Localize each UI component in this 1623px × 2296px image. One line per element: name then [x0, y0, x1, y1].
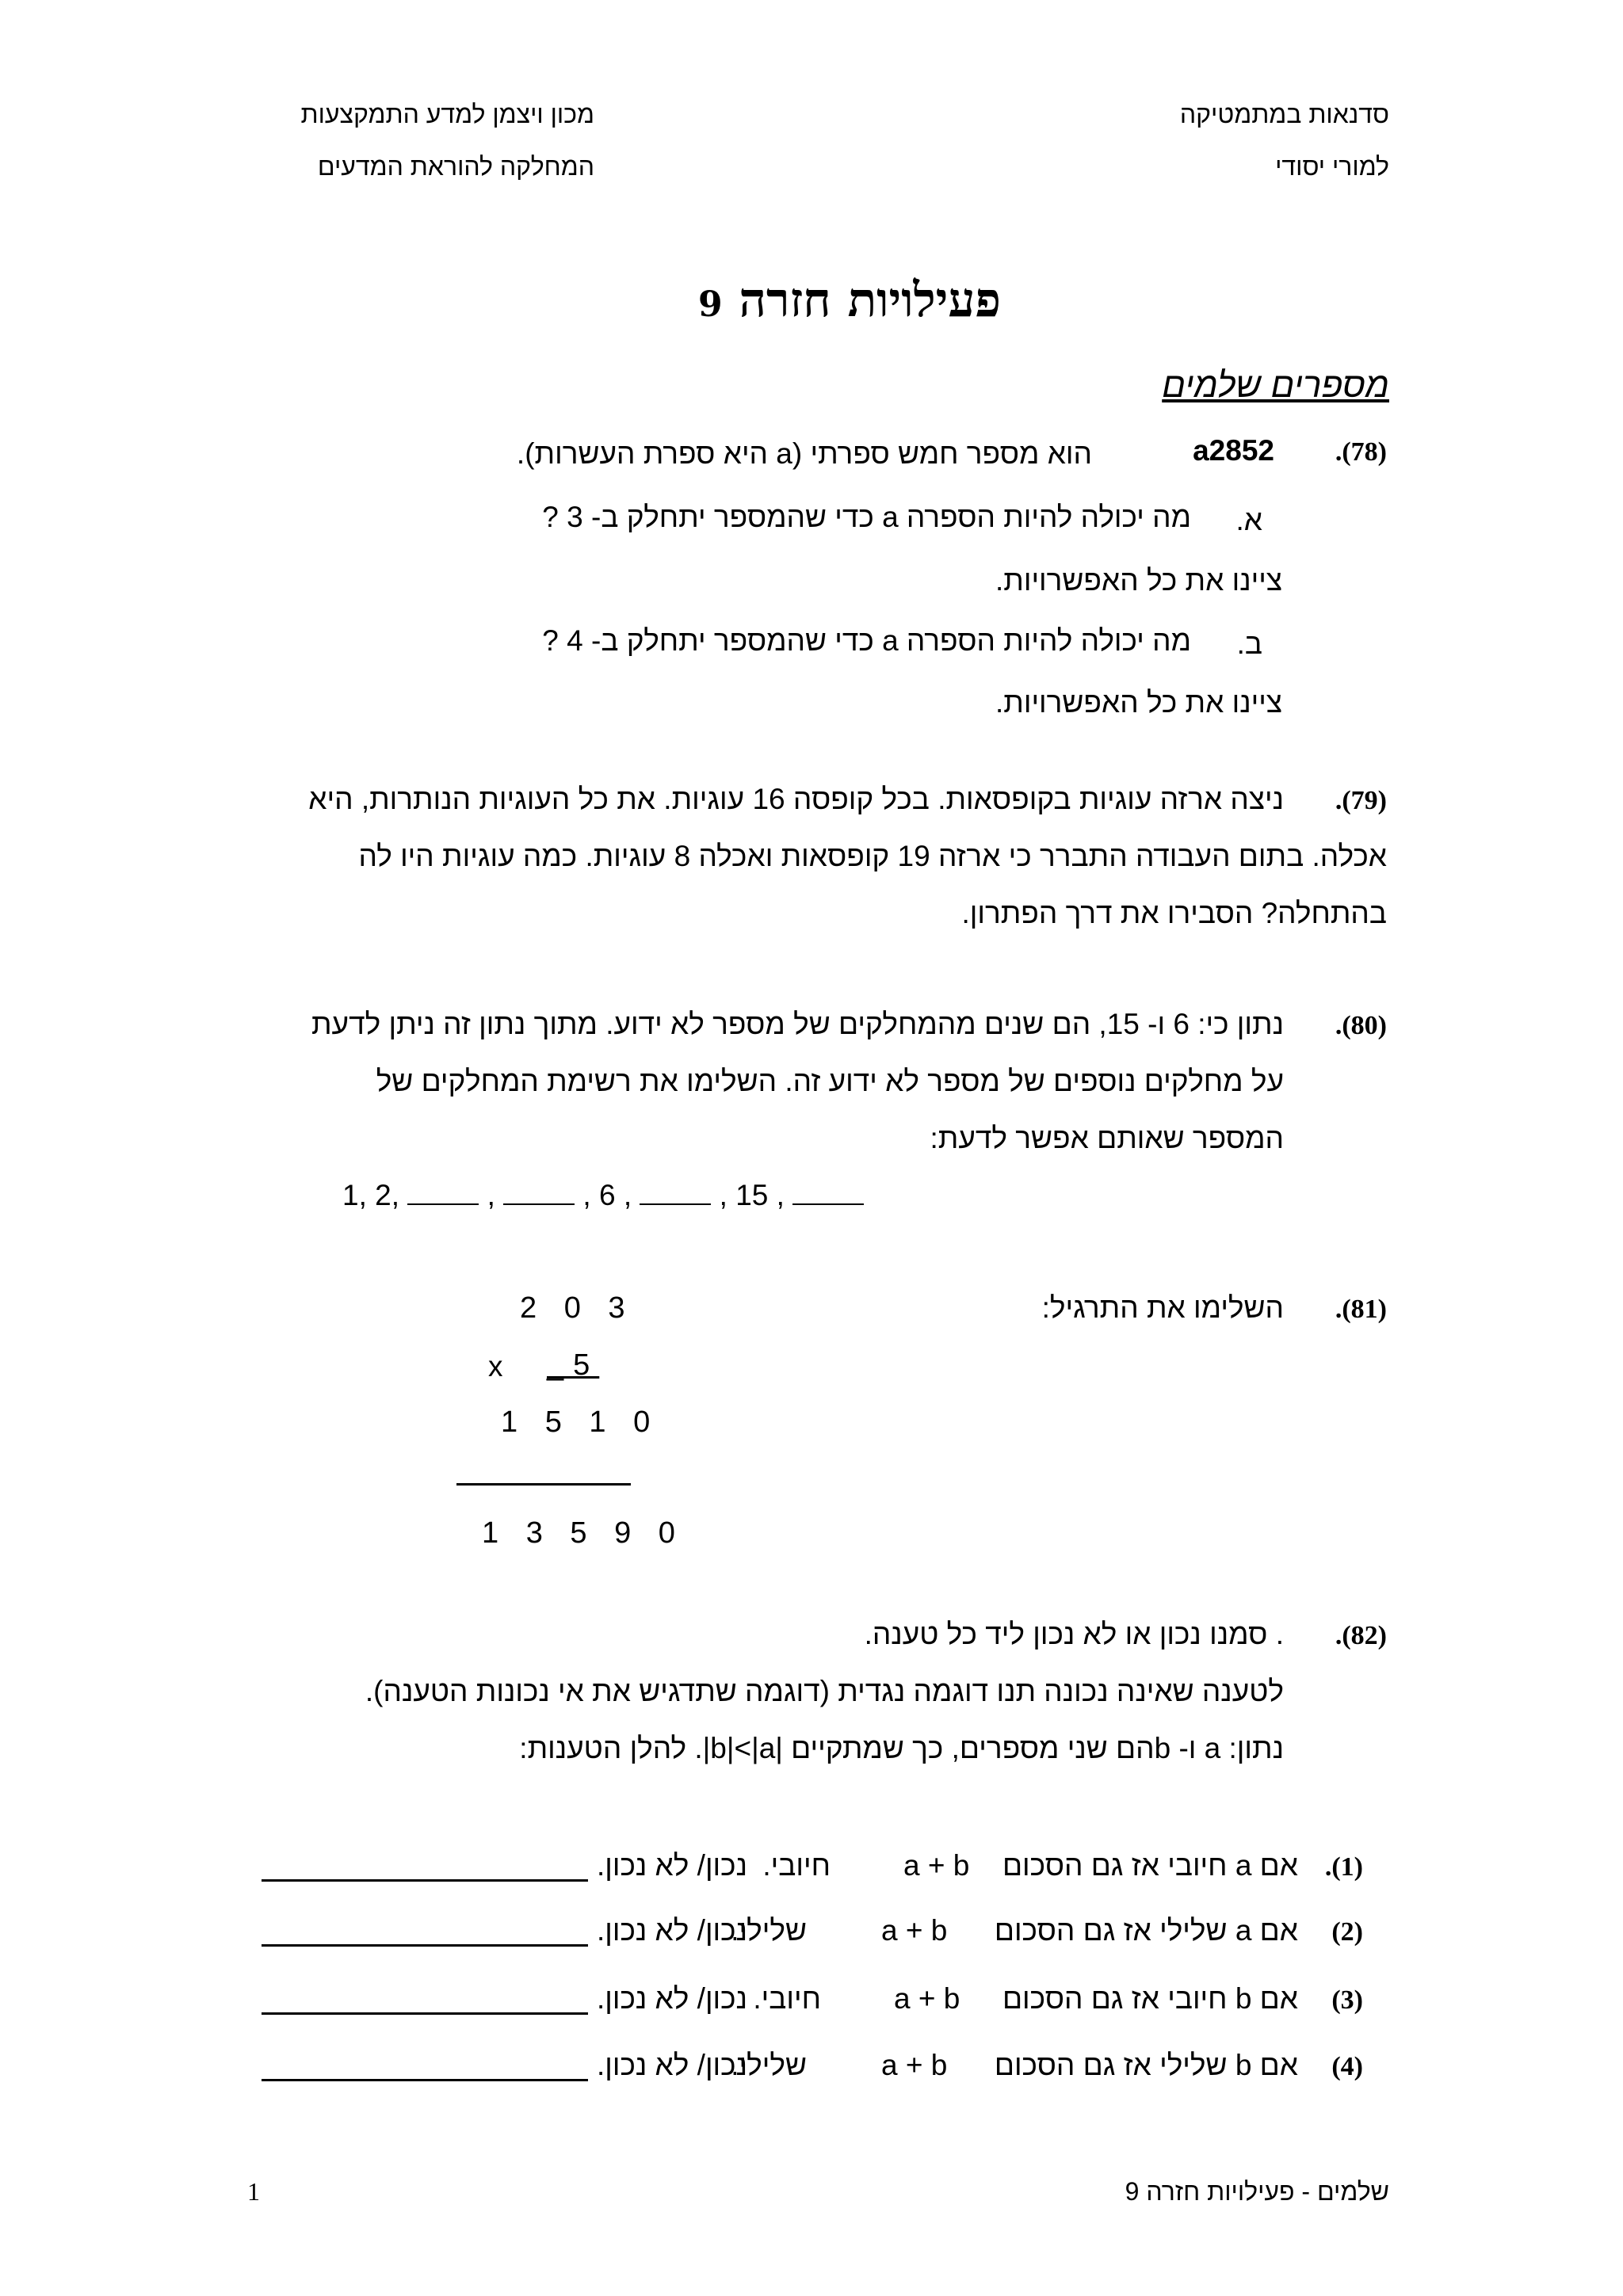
q79-number: (79). — [1335, 786, 1387, 815]
claim-1-choice[interactable]: נכון/ לא נכון. — [596, 1849, 747, 1882]
page-number: 1 — [247, 2177, 260, 2206]
q80-blank-3[interactable] — [640, 1180, 711, 1205]
q78-a-note: ציינו את כל האפשרויות. — [995, 564, 1282, 597]
claim-4-label: (4) — [1331, 2052, 1363, 2081]
q80-line1: נתון כי: 6 ו- 15, הם שנים מהמחלקים של מספר לא ידוע. מתוך נתון זה ניתן לדעת — [311, 1008, 1284, 1040]
q80-seq-start: 1, 2, — [342, 1179, 399, 1211]
q82-line3: נתון: a ו- bהם שני מספרים, כך שמתקיים |b|<|a|. להלן הטענות: — [519, 1732, 1284, 1764]
claim-2-expr: a + b — [881, 1914, 948, 1947]
q80-blank-2[interactable] — [503, 1180, 575, 1205]
claim-4-pre: אם b שלילי אז גם הסכום — [994, 2049, 1298, 2081]
q81-row1: 2 0 3 — [520, 1291, 635, 1325]
claim-4-expr: a + b — [881, 2049, 948, 2081]
q81-sum-line — [456, 1483, 631, 1486]
q80-blank-1[interactable] — [407, 1180, 479, 1205]
q81-text: השלימו את התרגיל: — [1041, 1291, 1284, 1324]
q81-row4: 1 3 5 9 0 — [482, 1516, 685, 1550]
q78-number: (78). — [1335, 437, 1387, 467]
q81-row3: 1 5 1 0 — [501, 1405, 660, 1439]
header-right-line1: סדנאות במתמטיקה — [1179, 100, 1389, 128]
q82-number: (82). — [1335, 1621, 1387, 1650]
claim-1-expr: a + b — [903, 1849, 970, 1882]
q81-operator: x — [488, 1350, 503, 1383]
q80-seq-sep: , — [487, 1179, 495, 1211]
claim-3-choice[interactable]: נכון/ לא נכון. — [596, 1982, 747, 2015]
q78-stem: הוא מספר חמש ספרתי (a היא ספרת העשרות). — [516, 437, 1092, 470]
claim-2-post: שלילי. — [731, 1914, 807, 1947]
claim-1-pre: אם a חיובי אז גם הסכום — [1002, 1849, 1298, 1882]
q78-a-text: מה יכולה להיות הספרה a כדי שהמספר יתחלק ב- 3 ? — [542, 501, 1191, 533]
page-title — [698, 273, 1001, 328]
page-title-number: 9 — [697, 284, 723, 325]
q78-b-text: מה יכולה להיות הספרה a כדי שהמספר יתחלק ב- 4 ? — [542, 624, 1191, 657]
q80-line3: המספר שאותם אפשר לדעת: — [930, 1122, 1284, 1154]
page-title-text: פעילויות חזרה — [739, 273, 1001, 328]
q80-line2: על מחלקים נוספים של מספר לא ידוע זה. השלימו את רשימת המחלקים של — [376, 1065, 1284, 1097]
q80-divisor-sequence — [342, 1179, 864, 1212]
header-left-line2: המחלקה להוראת המדעים — [317, 152, 594, 181]
claim-2-choice[interactable]: נכון/ לא נכון. — [596, 1914, 747, 1947]
claim-4-answer-line[interactable] — [262, 2079, 588, 2081]
q80-seq-fifteen: , 15 , — [719, 1179, 785, 1211]
claim-3-pre: אם b חיובי אז גם הסכום — [1002, 1982, 1298, 2015]
claim-1-answer-line[interactable] — [262, 1879, 588, 1882]
footer-text: שלמים - פעילויות חזרה 9 — [1125, 2177, 1389, 2206]
claim-1-post: חיובי. — [762, 1849, 831, 1882]
claim-4-post: שלילי. — [731, 2049, 807, 2081]
q79-line2: אכלה. בתום העבודה התברר כי ארזה 19 קופסאות ואכלה 8 עוגיות. כמה עוגיות היו לה — [358, 840, 1387, 872]
q81-number: (81). — [1335, 1295, 1387, 1324]
section-title: מספרים שלמים — [1162, 366, 1389, 405]
q78-b-label: ב. — [1236, 627, 1262, 660]
header-right-line2: למורי יסודי — [1275, 152, 1389, 181]
q80-seq-six: , 6 , — [582, 1179, 632, 1211]
q81-row2[interactable]: _5 — [547, 1348, 600, 1382]
claim-3-label: (3) — [1331, 1985, 1363, 2015]
q78-code: a2852 — [1193, 434, 1274, 467]
q80-blank-4[interactable] — [792, 1180, 864, 1205]
q78-a-label: א. — [1235, 504, 1262, 536]
q78-b-note: ציינו את כל האפשרויות. — [995, 686, 1282, 719]
claim-3-answer-line[interactable] — [262, 2012, 588, 2015]
claim-2-pre: אם a שלילי אז גם הסכום — [994, 1914, 1298, 1947]
header-left-line1: מכון ויצמן למדע התמקצעות — [300, 100, 594, 128]
q80-number: (80). — [1335, 1011, 1387, 1040]
claim-2-label: (2) — [1331, 1917, 1363, 1947]
claim-4-choice[interactable]: נכון/ לא נכון. — [596, 2049, 747, 2081]
q79-line3: בהתחלה? הסבירו את דרך הפתרון. — [961, 897, 1387, 929]
q82-line1: . סמנו נכון או לא נכון ליד כל טענה. — [864, 1618, 1284, 1650]
claim-2-answer-line[interactable] — [262, 1944, 588, 1947]
q82-line2: לטענה שאינה נכונה תנו דוגמה נגדית (דוגמה שתדגיש את אי נכונות הטענה). — [365, 1675, 1284, 1707]
q79-line1: ניצה ארזה עוגיות בקופסאות. בכל קופסה 16 עוגיות. את כל העוגיות הנותרות, היא — [308, 783, 1284, 815]
claim-1-label: (1). — [1324, 1852, 1363, 1882]
claim-3-expr: a + b — [894, 1982, 960, 2015]
claim-3-post: חיובי. — [753, 1982, 821, 2015]
